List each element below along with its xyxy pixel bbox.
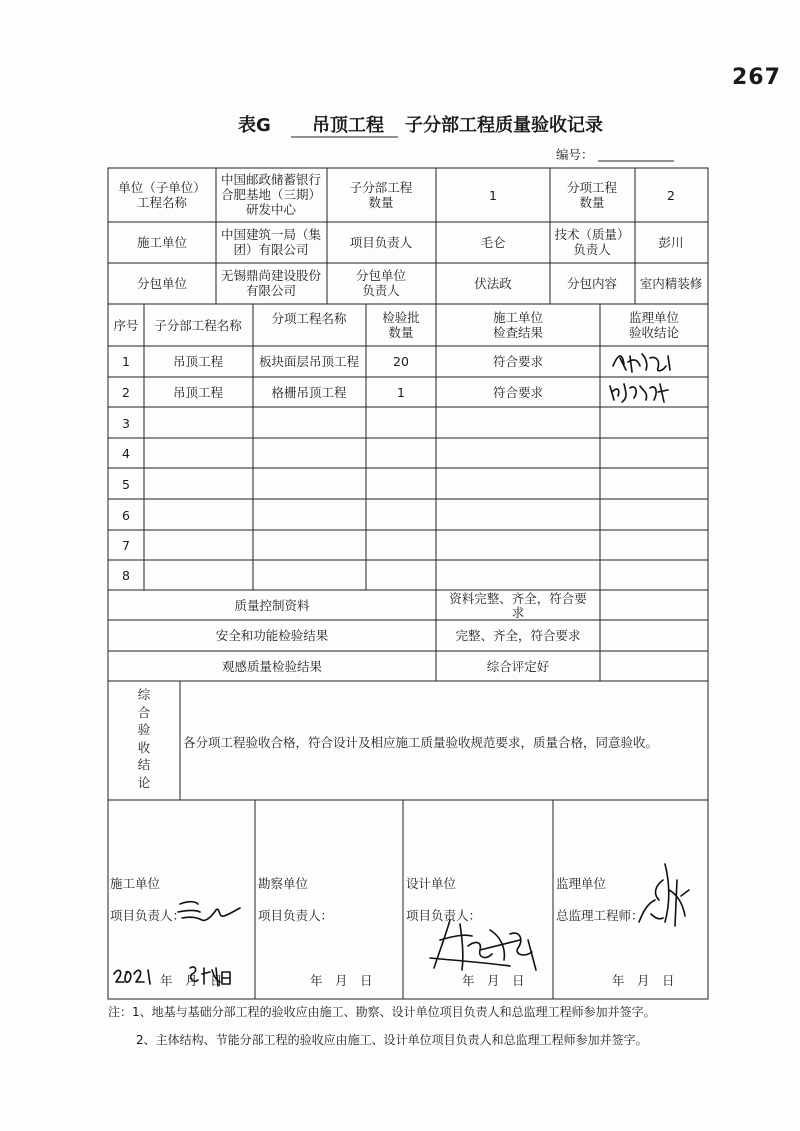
contractor-date-month-day xyxy=(186,962,236,990)
row-4-no: 4 xyxy=(122,446,130,461)
row-2-no: 2 xyxy=(122,385,130,400)
signature-date-supervisor: 年 月 日 xyxy=(612,973,675,988)
row-3-no: 3 xyxy=(122,416,130,431)
row-1-sub-dept: 吊顶工程 xyxy=(172,354,224,369)
quality-control-value: 资料完整、齐全，符合要 求 xyxy=(449,591,587,620)
serial-label: 编号： xyxy=(556,147,594,162)
row-5-no: 5 xyxy=(122,477,130,492)
subcontractor-label: 分包单位 xyxy=(136,276,188,291)
project-lead-value: 毛仑 xyxy=(480,235,506,250)
conclusion-text: 各分项工程验收合格，符合设计及相应施工质量验收规范要求，质量合格，同意验收。 xyxy=(183,735,659,750)
sub-lead-value: 伏法政 xyxy=(474,276,512,291)
row-8-no: 8 xyxy=(122,568,130,583)
signature-date-survey: 年 月 日 xyxy=(310,973,373,988)
form-title-name: 吊顶工程 xyxy=(312,115,384,136)
sub-dept-count-label: 子分部工程 数量 xyxy=(349,180,413,210)
signature-person-contractor: 项目负责人： xyxy=(110,908,186,923)
quality-control-label: 质量控制资料 xyxy=(234,598,310,613)
design-lead-signature xyxy=(420,910,550,980)
supervisor-signature-row-1 xyxy=(610,348,680,376)
column-header-sub-dept: 子分部工程名称 xyxy=(154,318,242,333)
supervisor-signature-row-2 xyxy=(608,378,678,406)
signature-person-survey: 项目负责人： xyxy=(258,908,334,923)
conclusion-label: 综 合 验 收 结 论 xyxy=(137,687,151,790)
contractor-label: 施工单位 xyxy=(136,235,188,250)
contractor-value: 中国建筑一局（集 团）有限公司 xyxy=(220,227,322,257)
sub-item-count-value: 2 xyxy=(667,188,675,203)
column-header-sub-item: 分项工程名称 xyxy=(271,311,347,326)
column-header-no: 序号 xyxy=(113,318,139,333)
page-number: 267 xyxy=(732,65,781,90)
tech-lead-value: 彭川 xyxy=(658,235,684,250)
row-6-no: 6 xyxy=(122,508,130,523)
unit-name-label: 单位（子单位） 工程名称 xyxy=(118,180,206,210)
unit-name-value: 中国邮政储蓄银行 合肥基地（三期） 研发中心 xyxy=(220,172,322,217)
sub-content-label: 分包内容 xyxy=(566,276,618,291)
sub-content-value: 室内精装修 xyxy=(639,276,703,291)
signature-unit-supervisor: 监理单位 xyxy=(556,876,607,891)
sub-dept-count-value: 1 xyxy=(489,188,497,203)
row-1-no: 1 xyxy=(122,354,130,369)
sub-lead-label: 分包单位 负责人 xyxy=(355,268,407,298)
note-2: 2、主体结构、节能分部工程的验收应由施工、设计单位项目负责人和总监理工程师参加并签字。 xyxy=(136,1033,648,1047)
row-2-batches: 1 xyxy=(397,385,405,400)
column-header-supervisor-result: 监理单位 验收结论 xyxy=(628,310,680,340)
signature-unit-survey: 勘察单位 xyxy=(258,876,309,891)
row-7-no: 7 xyxy=(122,538,130,553)
row-2-sub-item: 格栅吊顶工程 xyxy=(271,385,347,400)
row-2-result: 符合要求 xyxy=(492,385,544,400)
signature-unit-contractor: 施工单位 xyxy=(110,876,161,891)
sub-item-count-label: 分项工程 数量 xyxy=(566,180,618,210)
row-1-batches: 20 xyxy=(393,354,409,369)
project-lead-label: 项目负责人 xyxy=(349,235,413,250)
signature-date-design: 年 月 日 xyxy=(462,973,525,988)
column-header-contractor-result: 施工单位 检查结果 xyxy=(492,310,544,340)
row-1-result: 符合要求 xyxy=(492,354,544,369)
contractor-lead-signature xyxy=(176,896,246,926)
signature-date-contractor: 年 月 日 xyxy=(160,973,223,988)
appearance-quality-value: 综合评定好 xyxy=(486,659,550,674)
appearance-quality-label: 观感质量检验结果 xyxy=(221,659,323,674)
signature-person-design: 项目负责人： xyxy=(406,908,482,923)
tech-lead-label: 技术（质量） 负责人 xyxy=(554,227,630,257)
subcontractor-value: 无锡鼎尚建设股份 有限公司 xyxy=(220,268,322,298)
contractor-date-handwriting xyxy=(112,966,162,990)
column-header-batches: 检验批 数量 xyxy=(382,310,420,340)
safety-function-label: 安全和功能检验结果 xyxy=(215,628,329,643)
row-1-sub-item: 板块面层吊顶工程 xyxy=(258,354,360,369)
safety-function-value: 完整、齐全，符合要求 xyxy=(455,628,581,643)
form-title: 子分部工程质量验收记录 xyxy=(405,115,603,136)
signature-person-supervisor: 总监理工程师： xyxy=(556,908,644,923)
row-2-sub-dept: 吊顶工程 xyxy=(172,385,224,400)
form-code: 表G xyxy=(238,115,271,136)
note-1: 注：1、地基与基础分部工程的验收应由施工、勘察、设计单位项目负责人和总监理工程师参加并签字。 xyxy=(108,1005,656,1019)
signature-unit-design: 设计单位 xyxy=(406,876,457,891)
chief-supervisor-signature xyxy=(625,860,695,950)
